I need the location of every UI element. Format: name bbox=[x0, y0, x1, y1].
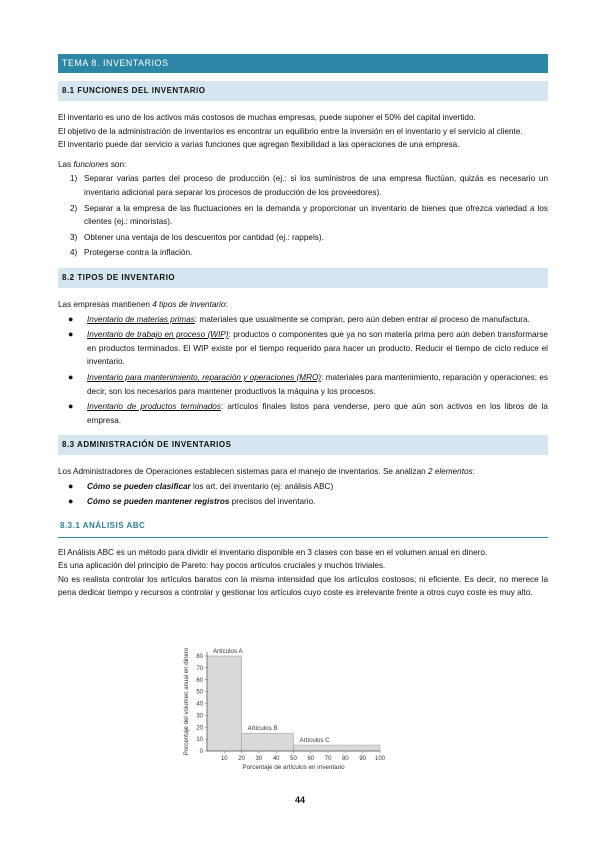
paragraph: Es una aplicación del principio de Pareto: hay pocos artículos cruciales y muchos triviales. bbox=[58, 561, 386, 571]
bar-label: Artículos A bbox=[213, 648, 243, 655]
y-tick-label: 80 bbox=[196, 654, 203, 660]
y-tick-label: 50 bbox=[196, 689, 203, 696]
x-tick-label: 40 bbox=[272, 756, 280, 762]
list-item: ● Inventario de productos terminados: artículos finales listos para venderse, pero que aún son activos en los libros de la empresa. bbox=[68, 401, 548, 425]
list-item: 2) Separar a la empresa de las fluctuaciones en la demanda y proporcionar un inventario de bienes que ofrezca variedad a los clientes (ej.: minoristas). bbox=[70, 203, 548, 227]
y-tick-label: 10 bbox=[196, 737, 203, 744]
y-tick-label: 40 bbox=[196, 701, 203, 708]
list-item: 3) Obtener una ventaja de los descuentos por cantidad (ej.: rappels). bbox=[70, 232, 324, 242]
page-number: 44 bbox=[294, 795, 305, 805]
x-tick-label: 10 bbox=[220, 756, 228, 762]
tipos-intro: Las empresas mantienen 4 tipos de inventario: bbox=[58, 299, 228, 309]
x-tick-label: 20 bbox=[238, 756, 245, 762]
x-axis-title: Porcentaje de artículos en inventario bbox=[242, 764, 345, 771]
list-item: 1) Separar varias partes del proceso de producción (ej.: si los suministros de una empresa fluctúan, quizás es necesario un inventario adicional para separar los procesos de producción de los proveedores). bbox=[70, 174, 548, 197]
paragraph: El inventario puede dar servicio a varias funciones que agregan flexibilidad a las operaciones de una empresa. bbox=[58, 140, 460, 150]
x-tick-label: 50 bbox=[290, 756, 297, 762]
tipos-list bbox=[58, 313, 548, 428]
chapter-title: TEMA 8. INVENTARIOS bbox=[58, 54, 548, 73]
section-heading-tipos: 8.2 TIPOS DE INVENTARIO bbox=[58, 268, 548, 288]
list-item: ● Inventario para mantenimiento, reparación y operaciones (MRO): materiales para mantenimiento, reparación y operaciones; es decir, son los necesarios para mantener productivos la máquina y los procesos. bbox=[68, 371, 549, 396]
chart-bar bbox=[242, 733, 294, 751]
x-tick-label: 30 bbox=[255, 756, 263, 762]
funciones-intro: Las funciones son: bbox=[58, 159, 127, 169]
y-tick-label: 60 bbox=[196, 677, 203, 684]
document-page bbox=[58, 54, 548, 600]
administracion-intro: Los Administradores de Operaciones establecen sistemas para el manejo de inventarios. Se analizan 2 elementos: bbox=[58, 467, 475, 477]
bar-label: Artículos C bbox=[299, 737, 330, 745]
y-tick-label: 0 bbox=[199, 749, 203, 755]
funciones-list bbox=[58, 172, 548, 260]
x-tick-label: 100 bbox=[374, 756, 386, 762]
section-heading-administracion: 8.3 ADMINISTRACIÓN DE INVENTARIOS bbox=[58, 435, 548, 455]
chart-bar bbox=[207, 656, 242, 751]
y-tick-label: 30 bbox=[196, 713, 203, 720]
bar-label: Artículos B bbox=[247, 725, 278, 733]
subsection-heading-abc: 8.3.1 ANÁLISIS ABC bbox=[58, 519, 548, 538]
paragraph: El Análisis ABC es un método para dividir el inventario disponible en 3 clases con base en el volumen anual en dinero. bbox=[58, 547, 488, 557]
abc-chart bbox=[180, 638, 390, 778]
list-item: ● Cómo se pueden mantener registros precisos del inventario. bbox=[68, 496, 316, 507]
elementos-list bbox=[58, 480, 548, 509]
x-tick-label: 60 bbox=[307, 756, 315, 762]
y-tick-label: 70 bbox=[196, 665, 203, 672]
chart-bar bbox=[294, 745, 381, 751]
list-item: ● Cómo se pueden clasificar los art. del inventario (ej: análisis ABC) bbox=[68, 480, 334, 491]
y-axis-title: Porcentaje del volumen anual en dinero bbox=[183, 647, 190, 756]
paragraph: El inventario es uno de los activos más costosos de muchas empresas, puede suponer el 50% del capital invertido. bbox=[58, 113, 476, 122]
list-item: ● Inventario de materias primas: materiales que usualmente se compran, pero aún deben entrar al proceso de manufactura. bbox=[68, 313, 530, 324]
y-tick-label: 20 bbox=[196, 725, 203, 732]
x-tick-label: 90 bbox=[359, 756, 367, 762]
paragraph: El objetivo de la administración de inventarios es encontrar un equilibrio entre la inversión en el inventario y el servicio al cliente. bbox=[58, 126, 523, 136]
list-item: ● Inventario de trabajo en proceso (WIP): productos o componentes que ya no son materia prima pero aún deben transformarse en productos terminados. El WIP existe por el tiempo requerido para hacer un producto. Reducir el tiempo de ciclo reduce el inventario. bbox=[68, 329, 548, 367]
section-heading-funciones: 8.1 FUNCIONES DEL INVENTARIO bbox=[58, 81, 548, 101]
x-tick-label: 70 bbox=[324, 756, 332, 762]
list-item: 4) Protegerse contra la inflación. bbox=[70, 248, 193, 258]
paragraph: No es realista controlar los artículos baratos con la misma intensidad que los artículos costosos; ni eficiente. Es decir, no merece la pena dedicar tiempo y recursos a controlar y gestionar los artículos cuyo coste es irrelevante frente a otros cuyo coste es muy alto. bbox=[58, 574, 548, 598]
x-tick-label: 80 bbox=[342, 756, 349, 762]
